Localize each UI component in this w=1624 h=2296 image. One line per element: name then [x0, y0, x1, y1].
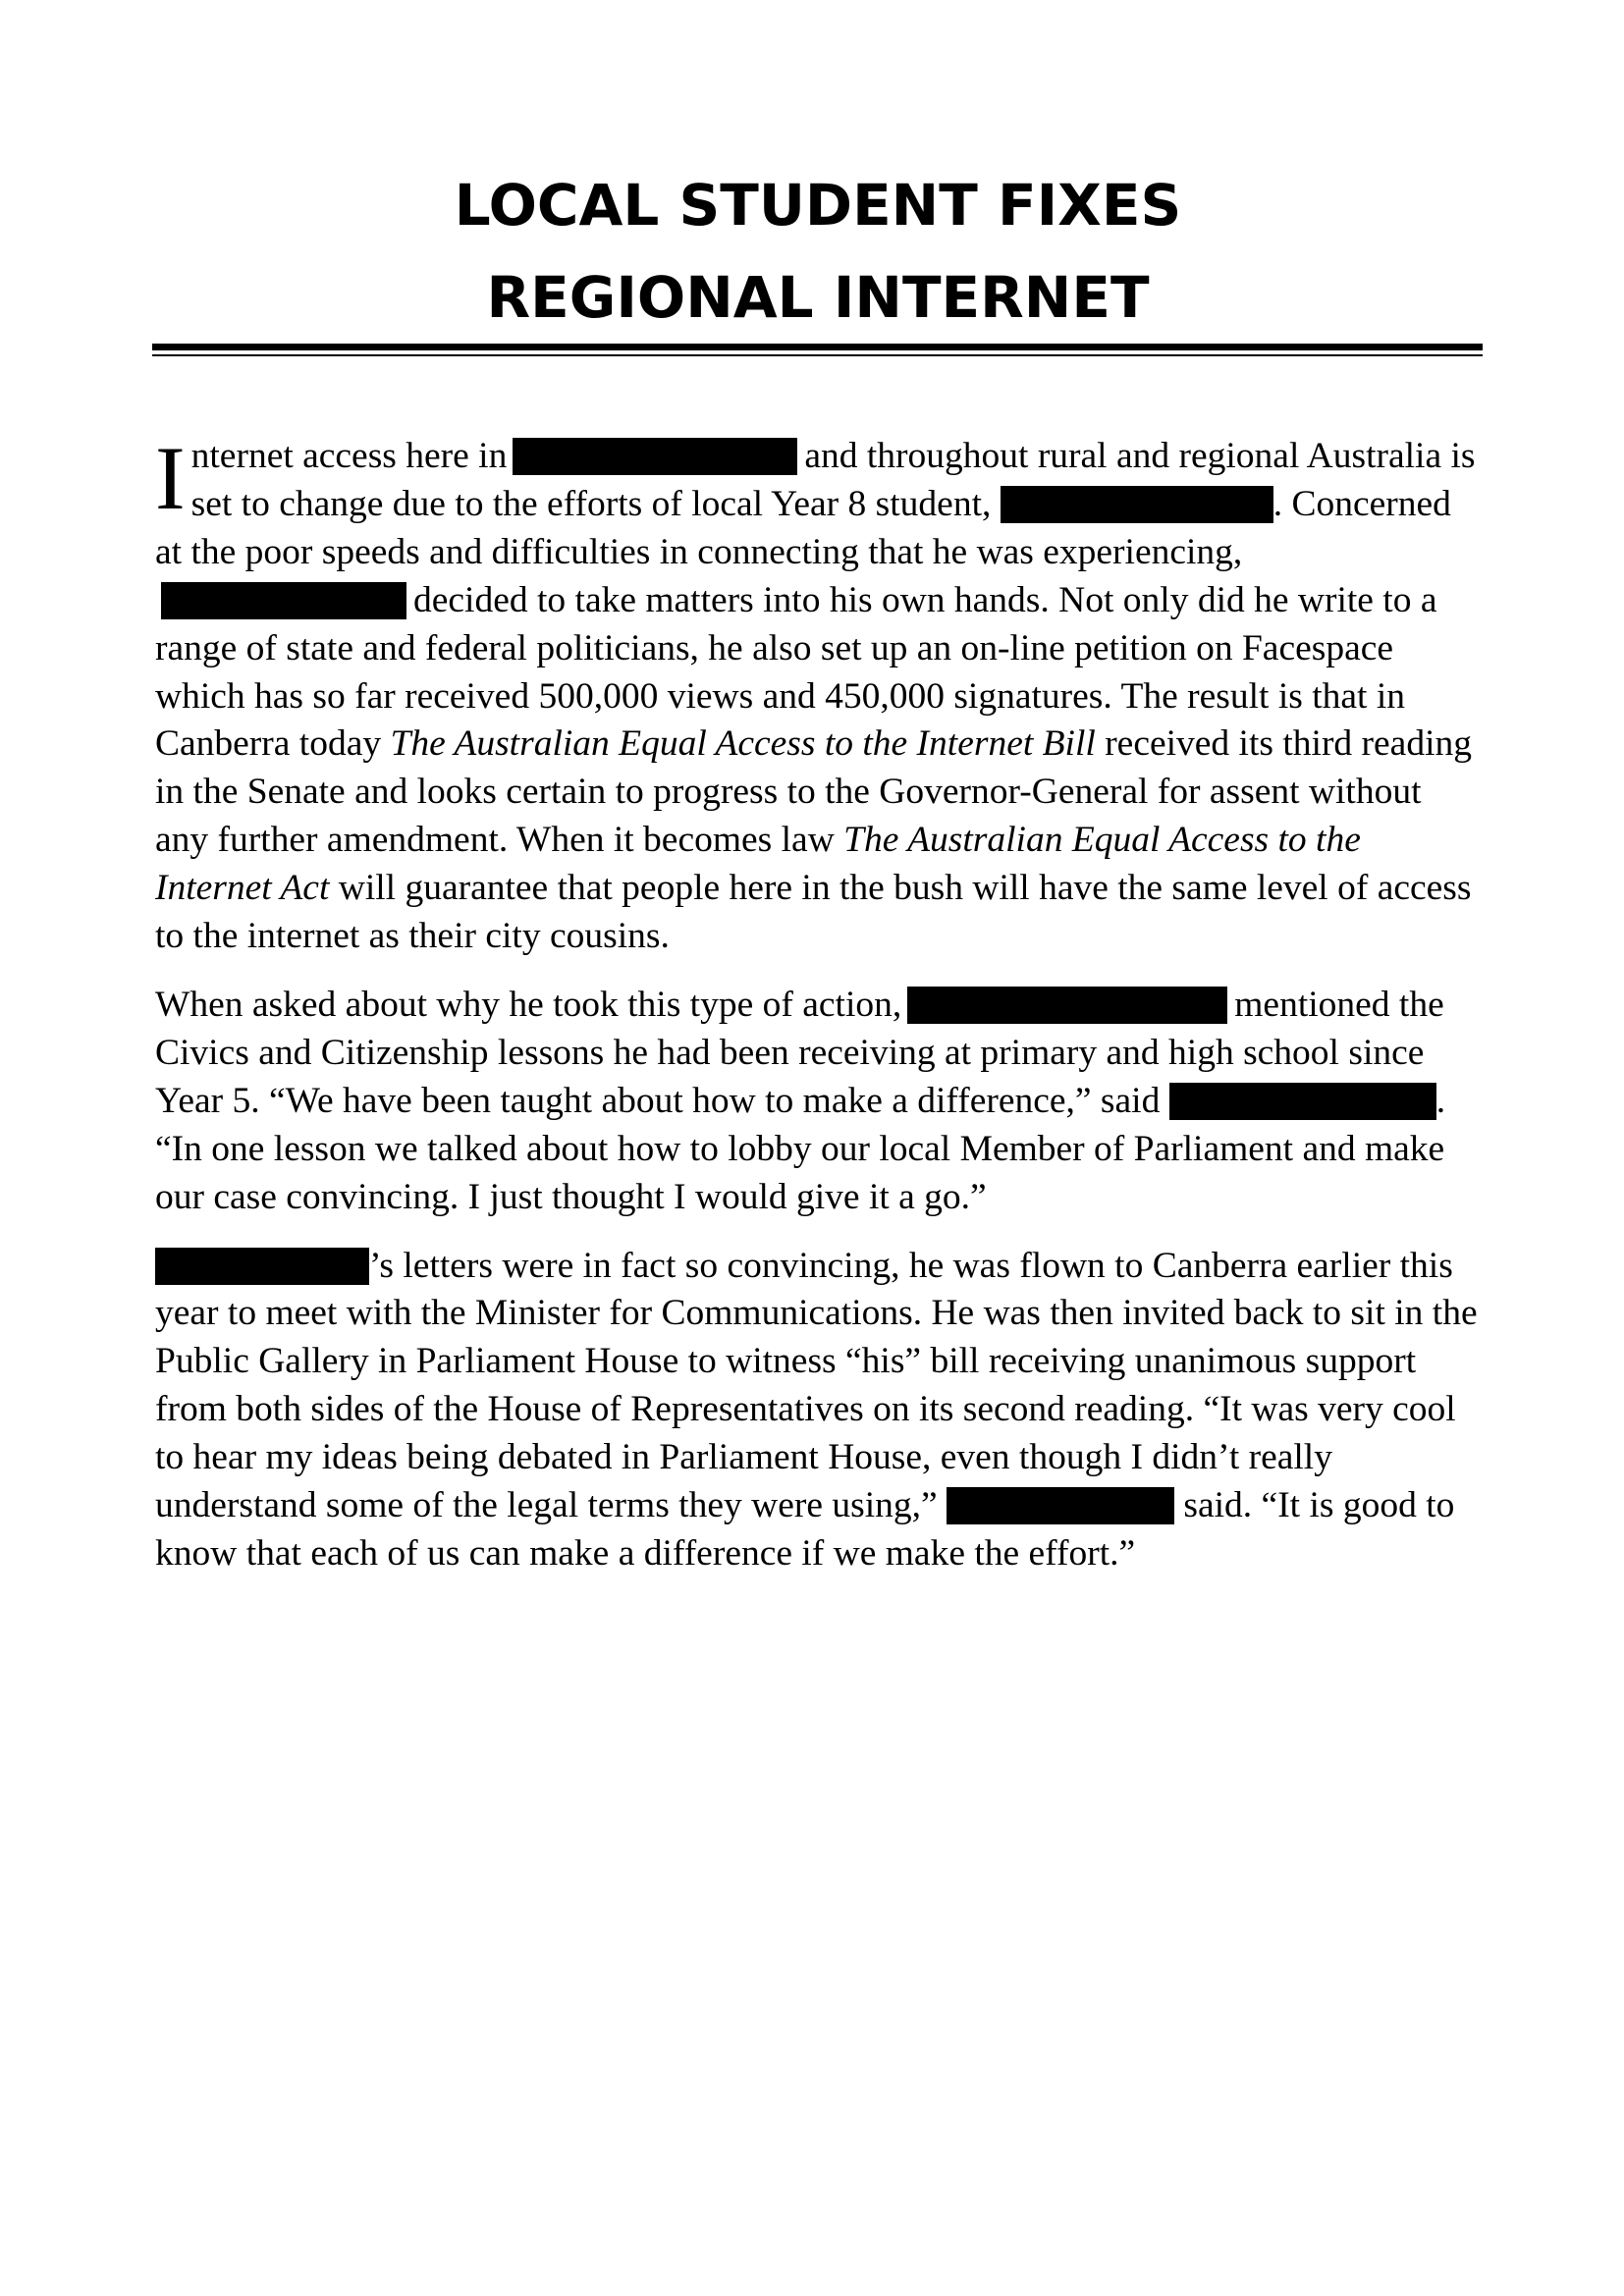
- redaction-block: [155, 1248, 369, 1285]
- text-run: When asked about why he took this type of action,: [155, 984, 902, 1025]
- headline-rule-thick: [152, 344, 1483, 350]
- text-run: . Concerned at the poor speeds and difficulties in connecting that he was experiencing,: [155, 483, 1451, 572]
- paragraph-3: [155, 1243, 1483, 1578]
- paragraph-1: [155, 428, 1483, 961]
- redaction-block: [907, 987, 1227, 1024]
- text-run: received its third reading in the Senate and looks certain to progress to the Governor-General for assent without any further amendment. When it becomes law: [155, 723, 1472, 861]
- text-run: . “In one lesson we talked about how to lobby our local Member of Parliament and make our case convincing. I just thought I would give it a go.”: [155, 1080, 1446, 1217]
- redaction-block: [947, 1487, 1174, 1524]
- act-title: The Australian Equal Access to the Internet Act: [155, 820, 1361, 909]
- headline: [155, 159, 1481, 344]
- text-run: and throughout rural and regional Australia is set to change due to the efforts of local Year 8 student,: [190, 436, 1476, 524]
- text-run: mentioned the Civics and Citizenship lessons he had been receiving at primary and high school since Year 5. “We have been taught about how to make a difference,” said: [155, 984, 1444, 1121]
- text-run: nternet access here in: [190, 436, 508, 476]
- text-run: said. “It is good to know that each of us can make a difference if we make the effort.”: [155, 1485, 1455, 1574]
- redaction-block: [1001, 486, 1273, 523]
- paragraph-2: [155, 982, 1483, 1222]
- article-body: [155, 428, 1483, 1599]
- headline-line-2: REGIONAL INTERNET: [486, 264, 1150, 331]
- text-run: will guarantee that people here in the bush will have the same level of access to the internet as their city cousins.: [155, 868, 1472, 957]
- redaction-block: [513, 438, 797, 475]
- drop-cap: I: [155, 428, 186, 528]
- bill-title: The Australian Equal Access to the Internet Bill: [390, 723, 1096, 765]
- redaction-block: [161, 582, 406, 619]
- redaction-block: [1169, 1083, 1436, 1120]
- headline-rule-thin: [152, 354, 1483, 356]
- text-run: decided to take matters into his own hands. Not only did he write to a range of state and federal politicians, he also set up an on-line petition on Facespace which has so far received 500,000 views and 450,000 signatures. The result is that in Canberra today: [155, 579, 1437, 765]
- text-run: ’s letters were in fact so convincing, he was flown to Canberra earlier this year to meet with the Minister for Communications. He was then invited back to sit in the Public Gallery in Parliament House to witness “his” bill receiving unanimous support from both sides of the House of Representatives on its second reading. “It was very cool to hear my ideas being debated in Parliament House, even though I didn’t really understand some of the legal terms they were using,”: [155, 1245, 1478, 1526]
- headline-line-1: LOCAL STUDENT FIXES: [454, 172, 1182, 239]
